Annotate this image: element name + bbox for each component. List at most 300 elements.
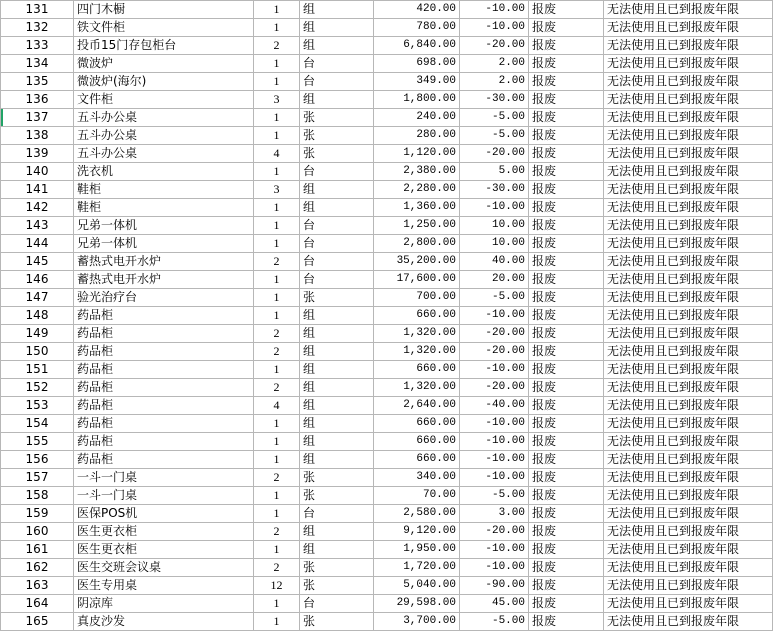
- quantity-cell[interactable]: 1: [254, 109, 300, 127]
- row-number-cell[interactable]: 138: [1, 127, 74, 145]
- status-cell[interactable]: 报废: [529, 1, 604, 19]
- unit-cell[interactable]: 台: [300, 271, 374, 289]
- reason-cell[interactable]: 无法使用且已到报废年限: [604, 37, 773, 55]
- unit-cell[interactable]: 组: [300, 343, 374, 361]
- reason-cell[interactable]: 无法使用且已到报废年限: [604, 415, 773, 433]
- reason-cell[interactable]: 无法使用且已到报废年限: [604, 253, 773, 271]
- row-number-cell[interactable]: 149: [1, 325, 74, 343]
- status-cell[interactable]: 报废: [529, 217, 604, 235]
- quantity-cell[interactable]: 1: [254, 307, 300, 325]
- reason-cell[interactable]: 无法使用且已到报废年限: [604, 127, 773, 145]
- amount-cell[interactable]: 9,120.00: [374, 523, 460, 541]
- change-cell[interactable]: -20.00: [460, 379, 529, 397]
- table-row: [1, 73, 773, 91]
- amount-cell[interactable]: 660.00: [374, 451, 460, 469]
- unit-cell[interactable]: 组: [300, 181, 374, 199]
- table-row: [1, 253, 773, 271]
- reason-cell[interactable]: 无法使用且已到报废年限: [604, 577, 773, 595]
- unit-cell[interactable]: 台: [300, 217, 374, 235]
- amount-cell[interactable]: 2,380.00: [374, 163, 460, 181]
- quantity-cell[interactable]: 1: [254, 433, 300, 451]
- row-number-cell[interactable]: 132: [1, 19, 74, 37]
- unit-cell[interactable]: 台: [300, 595, 374, 613]
- unit-cell[interactable]: 组: [300, 541, 374, 559]
- row-number-cell[interactable]: 163: [1, 577, 74, 595]
- item-name-cell[interactable]: 医保POS机: [74, 505, 254, 523]
- row-number-cell[interactable]: 145: [1, 253, 74, 271]
- reason-cell[interactable]: 无法使用且已到报废年限: [604, 325, 773, 343]
- quantity-cell[interactable]: 2: [254, 559, 300, 577]
- reason-cell[interactable]: 无法使用且已到报废年限: [604, 523, 773, 541]
- amount-cell[interactable]: 660.00: [374, 433, 460, 451]
- status-cell[interactable]: 报废: [529, 613, 604, 631]
- reason-cell[interactable]: 无法使用且已到报废年限: [604, 199, 773, 217]
- change-cell[interactable]: -10.00: [460, 559, 529, 577]
- reason-cell[interactable]: 无法使用且已到报废年限: [604, 505, 773, 523]
- item-name-cell[interactable]: 蓄热式电开水炉: [74, 253, 254, 271]
- unit-cell[interactable]: 台: [300, 163, 374, 181]
- amount-cell[interactable]: 1,320.00: [374, 325, 460, 343]
- quantity-cell[interactable]: 1: [254, 595, 300, 613]
- quantity-cell[interactable]: 1: [254, 235, 300, 253]
- row-number-cell[interactable]: 156: [1, 451, 74, 469]
- item-name-cell[interactable]: 文件柜: [74, 91, 254, 109]
- row-number-cell[interactable]: 152: [1, 379, 74, 397]
- reason-cell[interactable]: 无法使用且已到报废年限: [604, 235, 773, 253]
- reason-cell[interactable]: 无法使用且已到报废年限: [604, 559, 773, 577]
- change-cell[interactable]: -5.00: [460, 613, 529, 631]
- item-name-cell[interactable]: 微波炉(海尔): [74, 73, 254, 91]
- row-number-cell[interactable]: 131: [1, 1, 74, 19]
- unit-cell[interactable]: 张: [300, 109, 374, 127]
- unit-cell[interactable]: 张: [300, 613, 374, 631]
- table-row: [1, 577, 773, 595]
- amount-cell[interactable]: 349.00: [374, 73, 460, 91]
- item-name-cell[interactable]: 四门木橱: [74, 1, 254, 19]
- item-name-cell[interactable]: 投币15门存包柜台: [74, 37, 254, 55]
- status-cell[interactable]: 报废: [529, 595, 604, 613]
- row-number-cell[interactable]: 155: [1, 433, 74, 451]
- table-row: [1, 163, 773, 181]
- unit-cell[interactable]: 张: [300, 145, 374, 163]
- row-number-cell[interactable]: 136: [1, 91, 74, 109]
- quantity-cell[interactable]: 1: [254, 19, 300, 37]
- amount-cell[interactable]: 780.00: [374, 19, 460, 37]
- item-name-cell[interactable]: 五斗办公桌: [74, 145, 254, 163]
- unit-cell[interactable]: 台: [300, 253, 374, 271]
- status-cell[interactable]: 报废: [529, 451, 604, 469]
- change-cell[interactable]: -5.00: [460, 289, 529, 307]
- status-cell[interactable]: 报废: [529, 487, 604, 505]
- unit-cell[interactable]: 张: [300, 127, 374, 145]
- status-cell[interactable]: 报废: [529, 199, 604, 217]
- item-name-cell[interactable]: 兄弟一体机: [74, 217, 254, 235]
- table-row: [1, 1, 773, 19]
- item-name-cell[interactable]: 验光治疗台: [74, 289, 254, 307]
- amount-cell[interactable]: 29,598.00: [374, 595, 460, 613]
- amount-cell[interactable]: 1,120.00: [374, 145, 460, 163]
- quantity-cell[interactable]: 12: [254, 577, 300, 595]
- quantity-cell[interactable]: 1: [254, 1, 300, 19]
- row-number-cell[interactable]: 146: [1, 271, 74, 289]
- row-number-cell[interactable]: 162: [1, 559, 74, 577]
- reason-cell[interactable]: 无法使用且已到报废年限: [604, 163, 773, 181]
- item-name-cell[interactable]: 医生更衣柜: [74, 523, 254, 541]
- status-cell[interactable]: 报废: [529, 559, 604, 577]
- row-number-cell[interactable]: 133: [1, 37, 74, 55]
- quantity-cell[interactable]: 1: [254, 415, 300, 433]
- item-name-cell[interactable]: 鞋柜: [74, 199, 254, 217]
- unit-cell[interactable]: 组: [300, 325, 374, 343]
- amount-cell[interactable]: 240.00: [374, 109, 460, 127]
- change-cell[interactable]: -10.00: [460, 1, 529, 19]
- status-cell[interactable]: 报废: [529, 379, 604, 397]
- item-name-cell[interactable]: 医生专用桌: [74, 577, 254, 595]
- unit-cell[interactable]: 组: [300, 37, 374, 55]
- amount-cell[interactable]: 2,580.00: [374, 505, 460, 523]
- status-cell[interactable]: 报废: [529, 109, 604, 127]
- status-cell[interactable]: 报废: [529, 163, 604, 181]
- amount-cell[interactable]: 2,800.00: [374, 235, 460, 253]
- item-name-cell[interactable]: 医生更衣柜: [74, 541, 254, 559]
- quantity-cell[interactable]: 1: [254, 199, 300, 217]
- row-number-cell[interactable]: 139: [1, 145, 74, 163]
- amount-cell[interactable]: 698.00: [374, 55, 460, 73]
- amount-cell[interactable]: 6,840.00: [374, 37, 460, 55]
- item-name-cell[interactable]: 铁文件柜: [74, 19, 254, 37]
- item-name-cell[interactable]: 洗衣机: [74, 163, 254, 181]
- amount-cell[interactable]: 1,720.00: [374, 559, 460, 577]
- row-number-cell[interactable]: 142: [1, 199, 74, 217]
- amount-cell[interactable]: 2,640.00: [374, 397, 460, 415]
- change-cell[interactable]: -90.00: [460, 577, 529, 595]
- status-cell[interactable]: 报废: [529, 55, 604, 73]
- reason-cell[interactable]: 无法使用且已到报废年限: [604, 379, 773, 397]
- quantity-cell[interactable]: 3: [254, 181, 300, 199]
- amount-cell[interactable]: 1,320.00: [374, 343, 460, 361]
- status-cell[interactable]: 报废: [529, 37, 604, 55]
- reason-cell[interactable]: 无法使用且已到报废年限: [604, 487, 773, 505]
- amount-cell[interactable]: 1,360.00: [374, 199, 460, 217]
- amount-cell[interactable]: 1,250.00: [374, 217, 460, 235]
- item-name-cell[interactable]: 蓄热式电开水炉: [74, 271, 254, 289]
- item-name-cell[interactable]: 药品柜: [74, 325, 254, 343]
- quantity-cell[interactable]: 1: [254, 487, 300, 505]
- status-cell[interactable]: 报废: [529, 397, 604, 415]
- unit-cell[interactable]: 组: [300, 361, 374, 379]
- reason-cell[interactable]: 无法使用且已到报废年限: [604, 271, 773, 289]
- change-cell[interactable]: 10.00: [460, 217, 529, 235]
- amount-cell[interactable]: 660.00: [374, 415, 460, 433]
- status-cell[interactable]: 报废: [529, 73, 604, 91]
- row-number-cell[interactable]: 157: [1, 469, 74, 487]
- reason-cell[interactable]: 无法使用且已到报废年限: [604, 181, 773, 199]
- reason-cell[interactable]: 无法使用且已到报废年限: [604, 397, 773, 415]
- unit-cell[interactable]: 组: [300, 523, 374, 541]
- status-cell[interactable]: 报废: [529, 145, 604, 163]
- quantity-cell[interactable]: 1: [254, 127, 300, 145]
- table-row: [1, 415, 773, 433]
- unit-cell[interactable]: 张: [300, 469, 374, 487]
- item-name-cell[interactable]: 鞋柜: [74, 181, 254, 199]
- change-cell[interactable]: 5.00: [460, 163, 529, 181]
- item-name-cell[interactable]: 阴凉库: [74, 595, 254, 613]
- row-number-cell[interactable]: 154: [1, 415, 74, 433]
- reason-cell[interactable]: 无法使用且已到报废年限: [604, 541, 773, 559]
- reason-cell[interactable]: 无法使用且已到报废年限: [604, 613, 773, 631]
- reason-cell[interactable]: 无法使用且已到报废年限: [604, 289, 773, 307]
- change-cell[interactable]: -5.00: [460, 109, 529, 127]
- reason-cell[interactable]: 无法使用且已到报废年限: [604, 433, 773, 451]
- change-cell[interactable]: -5.00: [460, 487, 529, 505]
- table-row: [1, 523, 773, 541]
- change-cell[interactable]: -10.00: [460, 433, 529, 451]
- status-cell[interactable]: 报废: [529, 415, 604, 433]
- change-cell[interactable]: -30.00: [460, 181, 529, 199]
- reason-cell[interactable]: 无法使用且已到报废年限: [604, 361, 773, 379]
- item-name-cell[interactable]: 微波炉: [74, 55, 254, 73]
- amount-cell[interactable]: 17,600.00: [374, 271, 460, 289]
- status-cell[interactable]: 报废: [529, 577, 604, 595]
- status-cell[interactable]: 报废: [529, 271, 604, 289]
- amount-cell[interactable]: 280.00: [374, 127, 460, 145]
- change-cell[interactable]: 10.00: [460, 235, 529, 253]
- unit-cell[interactable]: 组: [300, 307, 374, 325]
- table-row: [1, 307, 773, 325]
- unit-cell[interactable]: 台: [300, 55, 374, 73]
- quantity-cell[interactable]: 1: [254, 271, 300, 289]
- item-name-cell[interactable]: 一斗一门桌: [74, 487, 254, 505]
- status-cell[interactable]: 报废: [529, 19, 604, 37]
- row-number-cell[interactable]: 150: [1, 343, 74, 361]
- quantity-cell[interactable]: 1: [254, 55, 300, 73]
- amount-cell[interactable]: 3,700.00: [374, 613, 460, 631]
- row-number-cell[interactable]: 148: [1, 307, 74, 325]
- table-row: [1, 451, 773, 469]
- item-name-cell[interactable]: 一斗一门桌: [74, 469, 254, 487]
- change-cell[interactable]: -5.00: [460, 127, 529, 145]
- quantity-cell[interactable]: 1: [254, 73, 300, 91]
- row-number-cell[interactable]: 147: [1, 289, 74, 307]
- quantity-cell[interactable]: 1: [254, 505, 300, 523]
- row-number-cell[interactable]: 161: [1, 541, 74, 559]
- change-cell[interactable]: -20.00: [460, 343, 529, 361]
- status-cell[interactable]: 报废: [529, 289, 604, 307]
- change-cell[interactable]: 45.00: [460, 595, 529, 613]
- reason-cell[interactable]: 无法使用且已到报废年限: [604, 145, 773, 163]
- reason-cell[interactable]: 无法使用且已到报废年限: [604, 1, 773, 19]
- status-cell[interactable]: 报废: [529, 541, 604, 559]
- status-cell[interactable]: 报废: [529, 253, 604, 271]
- reason-cell[interactable]: 无法使用且已到报废年限: [604, 217, 773, 235]
- amount-cell[interactable]: 1,320.00: [374, 379, 460, 397]
- item-name-cell[interactable]: 药品柜: [74, 397, 254, 415]
- item-name-cell[interactable]: 药品柜: [74, 415, 254, 433]
- table-row: [1, 397, 773, 415]
- status-cell[interactable]: 报废: [529, 505, 604, 523]
- unit-cell[interactable]: 组: [300, 397, 374, 415]
- quantity-cell[interactable]: 1: [254, 163, 300, 181]
- change-cell[interactable]: -20.00: [460, 37, 529, 55]
- item-name-cell[interactable]: 五斗办公桌: [74, 127, 254, 145]
- item-name-cell[interactable]: 药品柜: [74, 433, 254, 451]
- table-row: [1, 181, 773, 199]
- table-row: [1, 487, 773, 505]
- status-cell[interactable]: 报废: [529, 523, 604, 541]
- change-cell[interactable]: 20.00: [460, 271, 529, 289]
- reason-cell[interactable]: 无法使用且已到报废年限: [604, 343, 773, 361]
- change-cell[interactable]: -10.00: [460, 415, 529, 433]
- row-number-cell[interactable]: 137: [1, 109, 74, 127]
- item-name-cell[interactable]: 真皮沙发: [74, 613, 254, 631]
- item-name-cell[interactable]: 药品柜: [74, 379, 254, 397]
- item-name-cell[interactable]: 医生交班会议桌: [74, 559, 254, 577]
- sheet-body: [1, 1, 773, 631]
- status-cell[interactable]: 报废: [529, 307, 604, 325]
- amount-cell[interactable]: 70.00: [374, 487, 460, 505]
- table-row: [1, 433, 773, 451]
- item-name-cell[interactable]: 药品柜: [74, 307, 254, 325]
- row-number-cell[interactable]: 158: [1, 487, 74, 505]
- change-cell[interactable]: 40.00: [460, 253, 529, 271]
- unit-cell[interactable]: 组: [300, 451, 374, 469]
- amount-cell[interactable]: 5,040.00: [374, 577, 460, 595]
- change-cell[interactable]: -10.00: [460, 451, 529, 469]
- unit-cell[interactable]: 组: [300, 1, 374, 19]
- status-cell[interactable]: 报废: [529, 325, 604, 343]
- unit-cell[interactable]: 张: [300, 577, 374, 595]
- reason-cell[interactable]: 无法使用且已到报废年限: [604, 55, 773, 73]
- change-cell[interactable]: -20.00: [460, 145, 529, 163]
- status-cell[interactable]: 报废: [529, 181, 604, 199]
- row-number-cell[interactable]: 165: [1, 613, 74, 631]
- row-number-cell[interactable]: 141: [1, 181, 74, 199]
- quantity-cell[interactable]: 2: [254, 253, 300, 271]
- unit-cell[interactable]: 台: [300, 505, 374, 523]
- unit-cell[interactable]: 张: [300, 289, 374, 307]
- item-name-cell[interactable]: 药品柜: [74, 343, 254, 361]
- amount-cell[interactable]: 2,280.00: [374, 181, 460, 199]
- unit-cell[interactable]: 台: [300, 73, 374, 91]
- amount-cell[interactable]: 660.00: [374, 361, 460, 379]
- item-name-cell[interactable]: 兄弟一体机: [74, 235, 254, 253]
- table-row: [1, 361, 773, 379]
- change-cell[interactable]: -40.00: [460, 397, 529, 415]
- quantity-cell[interactable]: 1: [254, 541, 300, 559]
- reason-cell[interactable]: 无法使用且已到报废年限: [604, 19, 773, 37]
- quantity-cell[interactable]: 2: [254, 379, 300, 397]
- amount-cell[interactable]: 700.00: [374, 289, 460, 307]
- quantity-cell[interactable]: 2: [254, 523, 300, 541]
- amount-cell[interactable]: 660.00: [374, 307, 460, 325]
- change-cell[interactable]: -10.00: [460, 19, 529, 37]
- quantity-cell[interactable]: 2: [254, 37, 300, 55]
- status-cell[interactable]: 报废: [529, 433, 604, 451]
- unit-cell[interactable]: 组: [300, 91, 374, 109]
- change-cell[interactable]: -10.00: [460, 199, 529, 217]
- quantity-cell[interactable]: 3: [254, 91, 300, 109]
- reason-cell[interactable]: 无法使用且已到报废年限: [604, 451, 773, 469]
- change-cell[interactable]: 3.00: [460, 505, 529, 523]
- unit-cell[interactable]: 台: [300, 235, 374, 253]
- status-cell[interactable]: 报废: [529, 91, 604, 109]
- change-cell[interactable]: -30.00: [460, 91, 529, 109]
- quantity-cell[interactable]: 1: [254, 451, 300, 469]
- row-number-cell[interactable]: 135: [1, 73, 74, 91]
- quantity-cell[interactable]: 4: [254, 145, 300, 163]
- unit-cell[interactable]: 组: [300, 433, 374, 451]
- amount-cell[interactable]: 1,950.00: [374, 541, 460, 559]
- unit-cell[interactable]: 组: [300, 19, 374, 37]
- status-cell[interactable]: 报废: [529, 235, 604, 253]
- row-number-cell[interactable]: 144: [1, 235, 74, 253]
- item-name-cell[interactable]: 药品柜: [74, 451, 254, 469]
- status-cell[interactable]: 报废: [529, 469, 604, 487]
- row-number-cell[interactable]: 140: [1, 163, 74, 181]
- reason-cell[interactable]: 无法使用且已到报废年限: [604, 91, 773, 109]
- amount-cell[interactable]: 1,800.00: [374, 91, 460, 109]
- change-cell[interactable]: -20.00: [460, 325, 529, 343]
- item-name-cell[interactable]: 五斗办公桌: [74, 109, 254, 127]
- row-number-cell[interactable]: 143: [1, 217, 74, 235]
- table-row: [1, 217, 773, 235]
- quantity-cell[interactable]: 2: [254, 343, 300, 361]
- quantity-cell[interactable]: 1: [254, 217, 300, 235]
- table-row: [1, 235, 773, 253]
- amount-cell[interactable]: 35,200.00: [374, 253, 460, 271]
- quantity-cell[interactable]: 1: [254, 289, 300, 307]
- change-cell[interactable]: 2.00: [460, 73, 529, 91]
- reason-cell[interactable]: 无法使用且已到报废年限: [604, 73, 773, 91]
- unit-cell[interactable]: 组: [300, 415, 374, 433]
- row-number-cell[interactable]: 160: [1, 523, 74, 541]
- table-row: [1, 325, 773, 343]
- quantity-cell[interactable]: 4: [254, 397, 300, 415]
- quantity-cell[interactable]: 1: [254, 613, 300, 631]
- change-cell[interactable]: -10.00: [460, 361, 529, 379]
- status-cell[interactable]: 报废: [529, 361, 604, 379]
- table-row: [1, 37, 773, 55]
- unit-cell[interactable]: 张: [300, 487, 374, 505]
- change-cell[interactable]: -10.00: [460, 469, 529, 487]
- change-cell[interactable]: -10.00: [460, 307, 529, 325]
- amount-cell[interactable]: 340.00: [374, 469, 460, 487]
- reason-cell[interactable]: 无法使用且已到报废年限: [604, 307, 773, 325]
- quantity-cell[interactable]: 2: [254, 469, 300, 487]
- amount-cell[interactable]: 420.00: [374, 1, 460, 19]
- unit-cell[interactable]: 张: [300, 559, 374, 577]
- row-number-cell[interactable]: 151: [1, 361, 74, 379]
- row-number-cell[interactable]: 159: [1, 505, 74, 523]
- table-row: [1, 541, 773, 559]
- row-number-cell[interactable]: 134: [1, 55, 74, 73]
- change-cell[interactable]: 2.00: [460, 55, 529, 73]
- status-cell[interactable]: 报废: [529, 343, 604, 361]
- row-number-cell[interactable]: 153: [1, 397, 74, 415]
- reason-cell[interactable]: 无法使用且已到报废年限: [604, 109, 773, 127]
- reason-cell[interactable]: 无法使用且已到报废年限: [604, 595, 773, 613]
- quantity-cell[interactable]: 1: [254, 361, 300, 379]
- quantity-cell[interactable]: 2: [254, 325, 300, 343]
- change-cell[interactable]: -10.00: [460, 541, 529, 559]
- reason-cell[interactable]: 无法使用且已到报废年限: [604, 469, 773, 487]
- unit-cell[interactable]: 组: [300, 379, 374, 397]
- item-name-cell[interactable]: 药品柜: [74, 361, 254, 379]
- unit-cell[interactable]: 组: [300, 199, 374, 217]
- change-cell[interactable]: -20.00: [460, 523, 529, 541]
- status-cell[interactable]: 报废: [529, 127, 604, 145]
- row-number-cell[interactable]: 164: [1, 595, 74, 613]
